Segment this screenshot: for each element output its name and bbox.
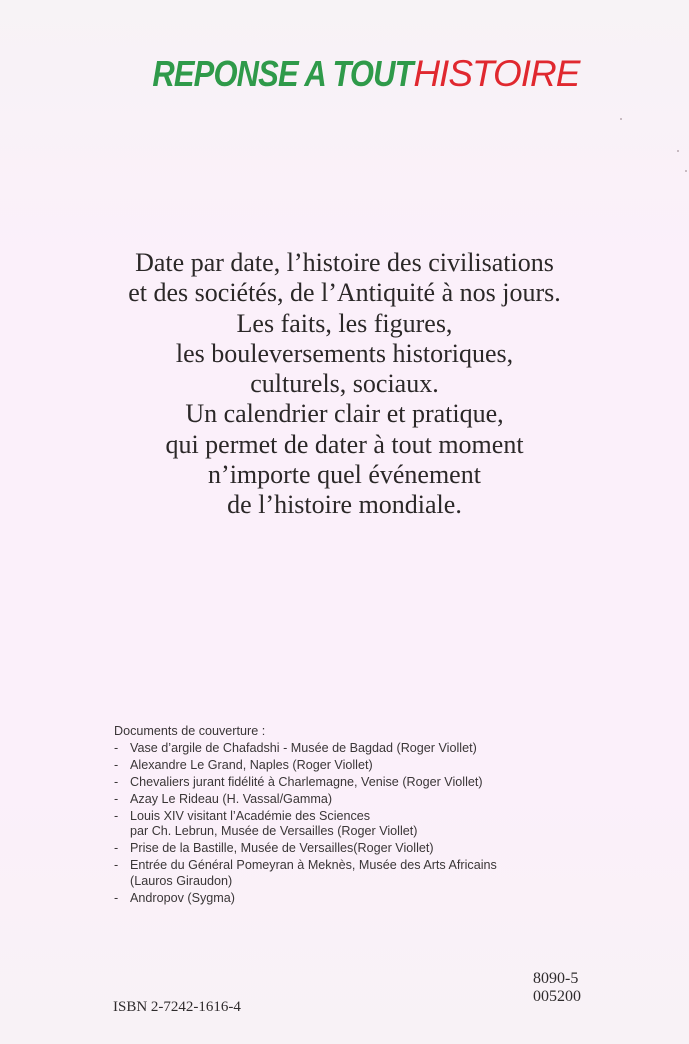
- product-code-2: 005200: [533, 988, 581, 1005]
- bullet-dash: -: [114, 808, 119, 823]
- bullet-dash: -: [114, 774, 119, 789]
- blurb-line: et des sociétés, de l’Antiquité à nos jours.: [128, 278, 561, 308]
- blurb-line: culturels, sociaux.: [250, 369, 439, 399]
- credit-line: Louis XIV visitant l’Académie des Sciences: [130, 808, 371, 823]
- credit-line: par Ch. Lebrun, Musée de Versailles (Roger Viollet): [130, 824, 418, 839]
- credit-item: [114, 858, 497, 889]
- cover-credits: [114, 724, 497, 908]
- credit-item: [114, 741, 497, 757]
- credit-item: [114, 775, 497, 791]
- credit-line: Azay Le Rideau (H. Vassal/Gamma): [130, 791, 333, 806]
- bullet-dash: -: [114, 740, 119, 755]
- credit-line: Entrée du Général Pomeyran à Meknès, Musée des Arts Africains: [130, 858, 497, 873]
- credit-line: Alexandre Le Grand, Naples (Roger Viollet): [130, 757, 373, 772]
- credits-heading: Documents de couverture :: [114, 724, 266, 738]
- credit-item: [114, 891, 497, 907]
- paper-speck: [620, 118, 622, 120]
- subject-title: HISTOIRE: [413, 53, 580, 94]
- blurb-line: Un calendrier clair et pratique,: [185, 399, 504, 429]
- paper-speck: [685, 170, 687, 172]
- book-title: [0, 50, 689, 98]
- credit-line: (Lauros Giraudon): [130, 873, 233, 888]
- blurb-line: n’importe quel événement: [208, 460, 481, 490]
- paper-speck: [677, 150, 679, 152]
- bullet-dash: -: [114, 841, 119, 856]
- back-cover-blurb: [0, 248, 689, 521]
- credit-item: [114, 758, 497, 774]
- credit-item: [114, 792, 497, 808]
- blurb-line: Les faits, les figures,: [236, 308, 453, 338]
- blurb-line: qui permet de dater à tout moment: [165, 429, 524, 459]
- credit-item: [114, 841, 497, 857]
- blurb-line: les bouleversements historiques,: [175, 338, 514, 368]
- credit-line: Chevaliers jurant fidélité à Charlemagne, Venise (Roger Viollet): [130, 774, 483, 789]
- bullet-dash: -: [114, 858, 119, 873]
- credit-line: Vase d’argile de Chafadshi - Musée de Bagdad (Roger Viollet): [130, 740, 477, 755]
- bullet-dash: -: [114, 890, 119, 905]
- series-title: REPONSE A TOUT: [151, 53, 413, 94]
- credit-item: [114, 809, 497, 840]
- isbn-number: ISBN 2-7242-1616-4: [113, 999, 241, 1015]
- product-codes: [533, 970, 581, 1006]
- blurb-line: Date par date, l’histoire des civilisations: [135, 248, 554, 277]
- product-code-1: 8090-5: [533, 970, 579, 987]
- bullet-dash: -: [114, 757, 119, 772]
- credit-line: Prise de la Bastille, Musée de Versailles(Roger Viollet): [130, 841, 434, 856]
- bullet-dash: -: [114, 791, 119, 806]
- blurb-line: de l’histoire mondiale.: [227, 490, 462, 520]
- credit-line: Andropov (Sygma): [130, 890, 235, 905]
